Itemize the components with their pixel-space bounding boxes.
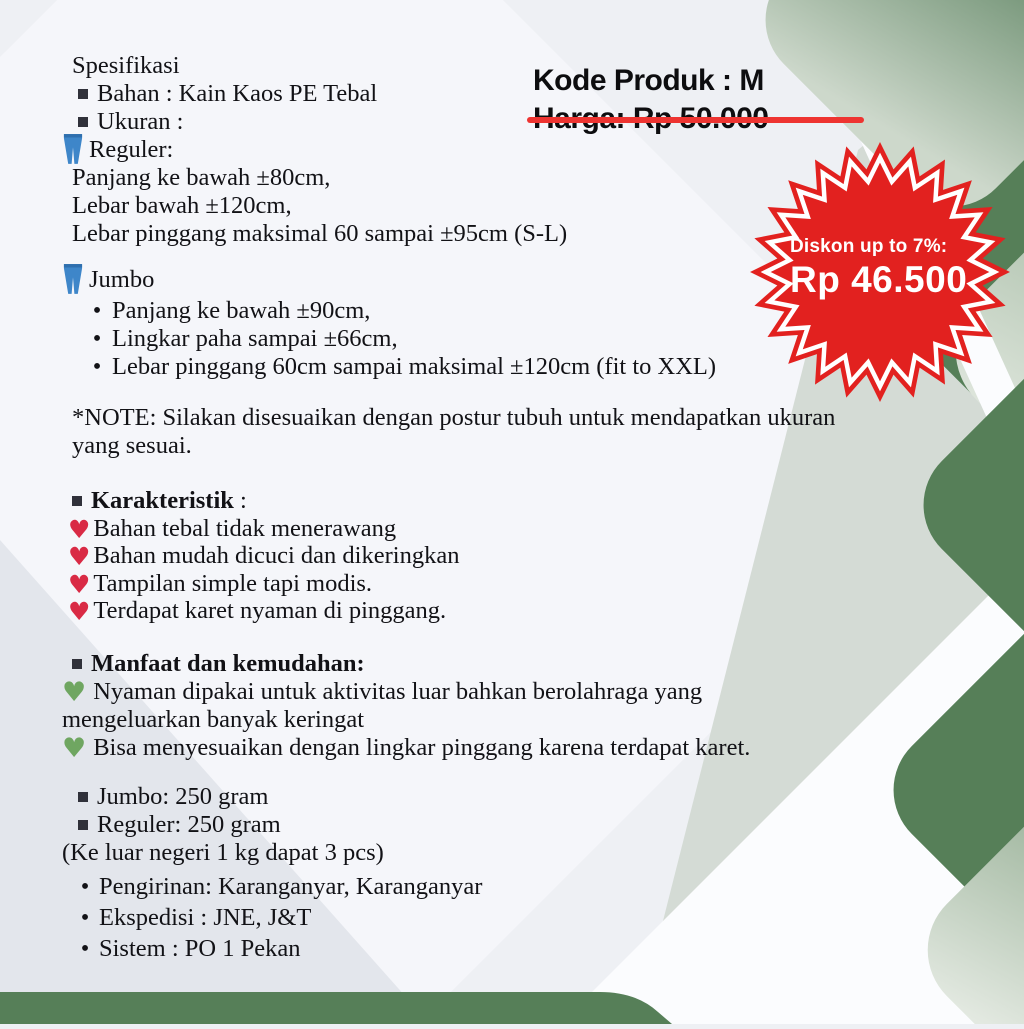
weight-regular: Reguler: 250 gram bbox=[72, 811, 384, 839]
note-text: *NOTE: Silakan disesuaikan dengan postur tubuh untuk mendapatkan ukuran yang sesuai. bbox=[72, 404, 836, 459]
square-bullet-icon bbox=[78, 820, 88, 830]
square-bullet-icon bbox=[72, 496, 82, 506]
square-bullet-icon bbox=[78, 117, 88, 127]
characteristic-item: ♥ Bahan mudah dicuci dan dikeringkan bbox=[68, 542, 460, 571]
green-heart-icon: ♥ bbox=[62, 677, 87, 708]
badge-price: Rp 46.500 bbox=[790, 259, 968, 300]
red-heart-icon: ♥ bbox=[68, 569, 91, 599]
square-bullet-icon bbox=[78, 89, 88, 99]
benefits-section bbox=[62, 650, 814, 764]
strikethrough-line bbox=[527, 117, 864, 123]
spec-size-label: Ukuran : bbox=[72, 108, 567, 136]
jeans-icon bbox=[62, 133, 84, 165]
red-heart-icon: ♥ bbox=[68, 542, 91, 571]
dot-bullet-icon: • bbox=[92, 325, 102, 352]
jumbo-item: • Panjang ke bawah ±90cm, bbox=[92, 297, 371, 324]
regular-line: Panjang ke bawah ±80cm, bbox=[72, 164, 331, 191]
shipping-item: • Pengirinan: Karanganyar, Karanganyar bbox=[80, 873, 483, 900]
discount-badge bbox=[748, 140, 1012, 404]
green-heart-icon: ♥ bbox=[62, 733, 87, 764]
badge-label: Diskon up to 7%: bbox=[790, 236, 948, 257]
characteristic-item: ♥ Terdapat karet nyaman di pinggang. bbox=[68, 597, 447, 626]
jumbo-title: Jumbo bbox=[62, 266, 716, 294]
benefits-title: Manfaat dan kemudahan: bbox=[72, 650, 814, 678]
characteristics-section bbox=[68, 487, 460, 626]
spec-material: Bahan : Kain Kaos PE Tebal bbox=[72, 80, 567, 108]
product-code: Kode Produk : M bbox=[533, 64, 764, 97]
characteristics-title: Karakteristik : bbox=[72, 487, 459, 515]
dot-bullet-icon: • bbox=[80, 904, 90, 931]
dot-bullet-icon: • bbox=[92, 297, 102, 324]
badge-text bbox=[790, 235, 967, 301]
spec-section bbox=[72, 52, 567, 248]
benefit-item: ♥ Bisa menyesuaikan dengan lingkar pinggang karena terdapat karet. bbox=[62, 733, 751, 764]
jumbo-item: • Lingkar paha sampai ±66cm, bbox=[92, 325, 398, 352]
benefit-item: ♥ Nyaman dipakai untuk aktivitas luar bahkan berolahraga yang mengeluarkan banyak keringat bbox=[62, 677, 703, 733]
weight-jumbo: Jumbo: 250 gram bbox=[72, 783, 384, 811]
characteristic-item: ♥ Bahan tebal tidak menerawang bbox=[68, 514, 397, 544]
shipping-item: • Sistem : PO 1 Pekan bbox=[80, 935, 301, 962]
weights-section bbox=[62, 783, 384, 867]
spec-regular-title: Reguler: bbox=[62, 136, 567, 164]
jumbo-item: • Lebar pinggang 60cm sampai maksimal ±120cm (fit to XXL) bbox=[92, 353, 717, 380]
weight-note: (Ke luar negeri 1 kg dapat 3 pcs) bbox=[62, 839, 384, 866]
regular-line: Lebar pinggang maksimal 60 sampai ±95cm (S-L) bbox=[72, 220, 568, 247]
spec-title: Spesifikasi bbox=[72, 52, 180, 79]
red-heart-icon: ♥ bbox=[68, 514, 91, 544]
dot-bullet-icon: • bbox=[80, 935, 90, 962]
product-header bbox=[533, 62, 768, 138]
dot-bullet-icon: • bbox=[80, 873, 90, 900]
shipping-section bbox=[72, 871, 482, 964]
dot-bullet-icon: • bbox=[92, 353, 102, 380]
jeans-icon bbox=[62, 263, 84, 295]
jumbo-section bbox=[72, 266, 716, 381]
characteristic-item: ♥ Tampilan simple tapi modis. bbox=[68, 569, 373, 599]
regular-line: Lebar bawah ±120cm, bbox=[72, 192, 292, 219]
square-bullet-icon bbox=[72, 659, 82, 669]
red-heart-icon: ♥ bbox=[68, 597, 91, 626]
square-bullet-icon bbox=[78, 792, 88, 802]
old-price bbox=[533, 100, 768, 138]
shipping-item: • Ekspedisi : JNE, J&T bbox=[80, 904, 312, 931]
